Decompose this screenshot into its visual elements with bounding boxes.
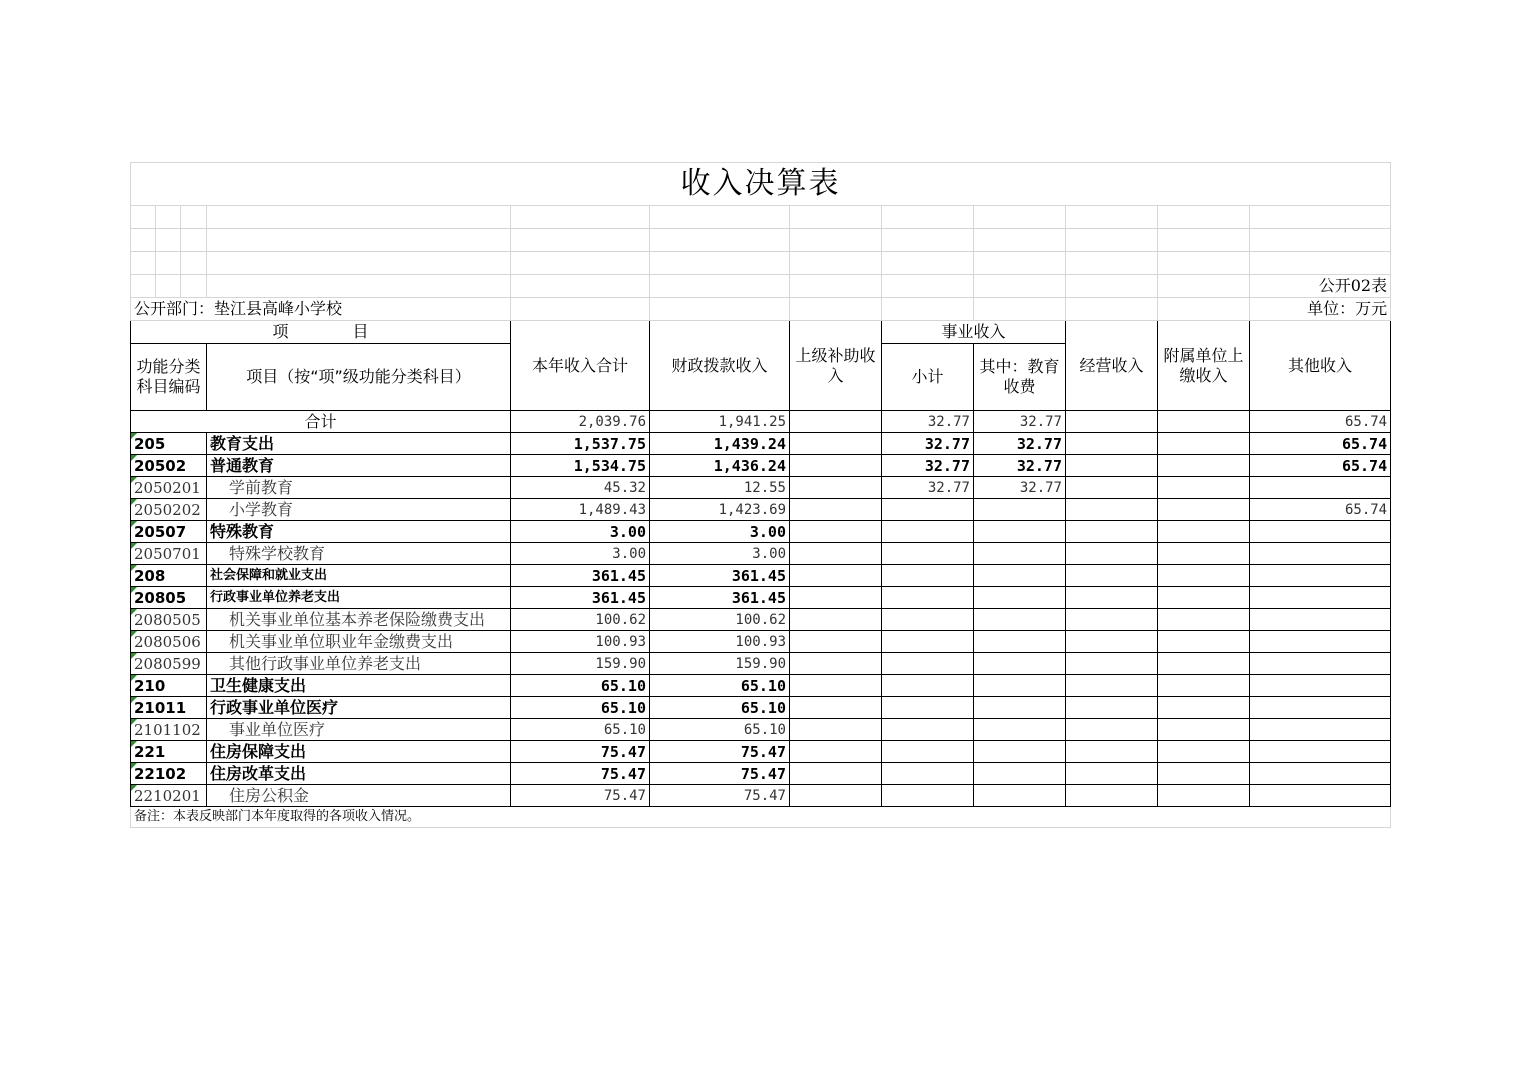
cell-fiscal: 1,436.24	[650, 455, 790, 477]
total-label: 合计	[131, 411, 511, 433]
table-row	[131, 653, 1391, 675]
cell-superior	[790, 675, 882, 697]
cell-fiscal: 159.90	[650, 653, 790, 675]
cell-career-edu-fee	[974, 741, 1066, 763]
cell-business	[1066, 543, 1158, 565]
row-name: 事业单位医疗	[207, 719, 511, 741]
cell-superior	[790, 785, 882, 807]
header-total: 本年收入合计	[511, 321, 650, 411]
cell-affiliate	[1158, 609, 1250, 631]
row-name: 行政事业单位养老支出	[207, 587, 511, 609]
header-affiliate: 附属单位上缴收入	[1158, 321, 1250, 411]
cell-career-subtotal	[882, 697, 974, 719]
form-number: 公开02表	[1250, 275, 1391, 298]
cell-other	[1250, 741, 1391, 763]
cell-business	[1066, 609, 1158, 631]
cell-superior	[790, 565, 882, 587]
cell-business	[1066, 477, 1158, 499]
cell-career-edu-fee	[974, 609, 1066, 631]
cell-other	[1250, 565, 1391, 587]
cell-career-subtotal	[882, 499, 974, 521]
cell-career-edu-fee	[974, 587, 1066, 609]
cell-career-edu-fee: 32.77	[974, 411, 1066, 433]
cell-affiliate	[1158, 719, 1250, 741]
cell-career-subtotal: 32.77	[882, 455, 974, 477]
table-row	[131, 631, 1391, 653]
table-row	[131, 455, 1391, 477]
table-row	[131, 719, 1391, 741]
row-code: 2050202	[131, 499, 207, 521]
cell-superior	[790, 631, 882, 653]
cell-affiliate	[1158, 587, 1250, 609]
cell-fiscal: 361.45	[650, 565, 790, 587]
header-career-subtotal: 小计	[882, 344, 974, 411]
cell-total: 75.47	[511, 785, 650, 807]
table-row	[131, 763, 1391, 785]
cell-fiscal: 75.47	[650, 763, 790, 785]
cell-business	[1066, 631, 1158, 653]
cell-business	[1066, 521, 1158, 543]
row-code: 20805	[131, 587, 207, 609]
row-code: 221	[131, 741, 207, 763]
cell-total: 1,489.43	[511, 499, 650, 521]
cell-career-subtotal	[882, 675, 974, 697]
cell-other	[1250, 653, 1391, 675]
header-career: 事业收入	[882, 321, 1066, 344]
row-name: 机关事业单位基本养老保险缴费支出	[207, 609, 511, 631]
cell-affiliate	[1158, 455, 1250, 477]
unit-label: 单位：万元	[1250, 298, 1391, 321]
cell-affiliate	[1158, 433, 1250, 455]
cell-business	[1066, 719, 1158, 741]
row-code: 22102	[131, 763, 207, 785]
table-row	[131, 543, 1391, 565]
cell-business	[1066, 675, 1158, 697]
cell-affiliate	[1158, 477, 1250, 499]
cell-fiscal: 65.10	[650, 675, 790, 697]
cell-total: 3.00	[511, 543, 650, 565]
row-code: 2050701	[131, 543, 207, 565]
row-name: 卫生健康支出	[207, 675, 511, 697]
row-code: 2080505	[131, 609, 207, 631]
cell-career-edu-fee	[974, 785, 1066, 807]
cell-other	[1250, 543, 1391, 565]
cell-business	[1066, 785, 1158, 807]
cell-other	[1250, 477, 1391, 499]
row-code: 20507	[131, 521, 207, 543]
cell-affiliate	[1158, 631, 1250, 653]
cell-career-edu-fee: 32.77	[974, 477, 1066, 499]
table-row	[131, 477, 1391, 499]
page-title: 收入决算表	[131, 163, 1391, 206]
cell-total: 1,537.75	[511, 433, 650, 455]
cell-superior	[790, 411, 882, 433]
cell-total: 65.10	[511, 675, 650, 697]
cell-other	[1250, 587, 1391, 609]
cell-fiscal: 100.62	[650, 609, 790, 631]
cell-superior	[790, 521, 882, 543]
cell-total: 100.93	[511, 631, 650, 653]
cell-superior	[790, 653, 882, 675]
cell-affiliate	[1158, 521, 1250, 543]
cell-affiliate	[1158, 499, 1250, 521]
cell-fiscal: 3.00	[650, 521, 790, 543]
table-row	[131, 675, 1391, 697]
cell-career-edu-fee	[974, 543, 1066, 565]
cell-career-subtotal: 32.77	[882, 411, 974, 433]
cell-total: 45.32	[511, 477, 650, 499]
cell-superior	[790, 609, 882, 631]
cell-other	[1250, 697, 1391, 719]
header-other: 其他收入	[1250, 321, 1391, 411]
cell-career-edu-fee	[974, 521, 1066, 543]
cell-superior	[790, 697, 882, 719]
cell-total: 100.62	[511, 609, 650, 631]
cell-career-edu-fee	[974, 499, 1066, 521]
cell-business	[1066, 411, 1158, 433]
cell-superior	[790, 455, 882, 477]
table-row	[131, 785, 1391, 807]
cell-fiscal: 75.47	[650, 785, 790, 807]
cell-business	[1066, 653, 1158, 675]
cell-fiscal: 1,941.25	[650, 411, 790, 433]
cell-superior	[790, 719, 882, 741]
income-statement-sheet	[130, 162, 1390, 828]
cell-total: 65.10	[511, 719, 650, 741]
cell-business	[1066, 763, 1158, 785]
cell-career-subtotal	[882, 785, 974, 807]
cell-fiscal: 1,439.24	[650, 433, 790, 455]
row-name: 社会保障和就业支出	[207, 565, 511, 587]
row-name: 小学教育	[207, 499, 511, 521]
cell-other: 65.74	[1250, 433, 1391, 455]
row-name: 住房公积金	[207, 785, 511, 807]
cell-business	[1066, 455, 1158, 477]
row-code: 205	[131, 433, 207, 455]
cell-career-edu-fee	[974, 719, 1066, 741]
cell-other	[1250, 785, 1391, 807]
row-name: 教育支出	[207, 433, 511, 455]
cell-business	[1066, 697, 1158, 719]
cell-career-subtotal	[882, 609, 974, 631]
cell-total: 75.47	[511, 763, 650, 785]
income-table	[130, 162, 1391, 828]
cell-career-subtotal	[882, 521, 974, 543]
cell-affiliate	[1158, 741, 1250, 763]
row-name: 行政事业单位医疗	[207, 697, 511, 719]
cell-career-edu-fee	[974, 675, 1066, 697]
cell-fiscal: 65.10	[650, 697, 790, 719]
cell-career-subtotal	[882, 543, 974, 565]
cell-business	[1066, 565, 1158, 587]
cell-other	[1250, 719, 1391, 741]
total-row	[131, 411, 1391, 433]
cell-career-subtotal	[882, 587, 974, 609]
cell-superior	[790, 741, 882, 763]
cell-career-edu-fee	[974, 697, 1066, 719]
cell-other: 65.74	[1250, 455, 1391, 477]
cell-career-edu-fee	[974, 763, 1066, 785]
cell-career-subtotal	[882, 741, 974, 763]
row-code: 20502	[131, 455, 207, 477]
cell-superior	[790, 433, 882, 455]
cell-affiliate	[1158, 675, 1250, 697]
cell-career-subtotal	[882, 719, 974, 741]
row-code: 21011	[131, 697, 207, 719]
cell-fiscal: 361.45	[650, 587, 790, 609]
row-code: 2080506	[131, 631, 207, 653]
header-superior: 上级补助收入	[790, 321, 882, 411]
cell-affiliate	[1158, 411, 1250, 433]
row-name: 其他行政事业单位养老支出	[207, 653, 511, 675]
cell-career-edu-fee	[974, 653, 1066, 675]
row-name: 住房保障支出	[207, 741, 511, 763]
cell-affiliate	[1158, 697, 1250, 719]
cell-total: 361.45	[511, 587, 650, 609]
cell-fiscal: 1,423.69	[650, 499, 790, 521]
cell-fiscal: 3.00	[650, 543, 790, 565]
row-code: 2101102	[131, 719, 207, 741]
table-row	[131, 433, 1391, 455]
cell-career-subtotal	[882, 653, 974, 675]
cell-total: 3.00	[511, 521, 650, 543]
cell-total: 361.45	[511, 565, 650, 587]
cell-business	[1066, 433, 1158, 455]
table-row	[131, 565, 1391, 587]
header-career-edu-fee: 其中：教育收费	[974, 344, 1066, 411]
cell-total: 2,039.76	[511, 411, 650, 433]
row-code: 2080599	[131, 653, 207, 675]
cell-total: 75.47	[511, 741, 650, 763]
department-label: 公开部门：垫江县高峰小学校	[131, 298, 511, 321]
cell-other	[1250, 609, 1391, 631]
cell-superior	[790, 763, 882, 785]
footnote: 备注：本表反映部门本年度取得的各项收入情况。	[131, 807, 1391, 828]
table-row	[131, 741, 1391, 763]
cell-career-edu-fee: 32.77	[974, 455, 1066, 477]
cell-total: 159.90	[511, 653, 650, 675]
cell-other: 65.74	[1250, 411, 1391, 433]
header-fiscal: 财政拨款收入	[650, 321, 790, 411]
row-name: 普通教育	[207, 455, 511, 477]
table-row	[131, 587, 1391, 609]
cell-career-edu-fee	[974, 631, 1066, 653]
cell-career-subtotal: 32.77	[882, 477, 974, 499]
row-name: 机关事业单位职业年金缴费支出	[207, 631, 511, 653]
row-name: 学前教育	[207, 477, 511, 499]
cell-affiliate	[1158, 653, 1250, 675]
cell-superior	[790, 477, 882, 499]
cell-fiscal: 12.55	[650, 477, 790, 499]
cell-total: 65.10	[511, 697, 650, 719]
header-item: 项 目	[131, 321, 511, 344]
cell-affiliate	[1158, 785, 1250, 807]
cell-career-edu-fee: 32.77	[974, 433, 1066, 455]
cell-superior	[790, 587, 882, 609]
cell-career-edu-fee	[974, 565, 1066, 587]
row-code: 208	[131, 565, 207, 587]
row-code: 2210201	[131, 785, 207, 807]
row-name: 特殊教育	[207, 521, 511, 543]
cell-fiscal: 100.93	[650, 631, 790, 653]
table-row	[131, 499, 1391, 521]
row-name: 住房改革支出	[207, 763, 511, 785]
row-name: 特殊学校教育	[207, 543, 511, 565]
cell-business	[1066, 587, 1158, 609]
cell-other	[1250, 763, 1391, 785]
cell-career-subtotal	[882, 565, 974, 587]
table-row	[131, 697, 1391, 719]
cell-total: 1,534.75	[511, 455, 650, 477]
cell-other	[1250, 631, 1391, 653]
header-code: 功能分类科目编码	[131, 344, 207, 411]
cell-superior	[790, 543, 882, 565]
cell-business	[1066, 741, 1158, 763]
header-name: 项目（按“项”级功能分类科目）	[207, 344, 511, 411]
cell-fiscal: 65.10	[650, 719, 790, 741]
cell-affiliate	[1158, 543, 1250, 565]
cell-other	[1250, 521, 1391, 543]
row-code: 2050201	[131, 477, 207, 499]
cell-career-subtotal	[882, 631, 974, 653]
cell-fiscal: 75.47	[650, 741, 790, 763]
cell-business	[1066, 499, 1158, 521]
table-row	[131, 609, 1391, 631]
cell-affiliate	[1158, 565, 1250, 587]
cell-superior	[790, 499, 882, 521]
cell-affiliate	[1158, 763, 1250, 785]
cell-career-subtotal: 32.77	[882, 433, 974, 455]
header-business: 经营收入	[1066, 321, 1158, 411]
cell-other	[1250, 675, 1391, 697]
row-code: 210	[131, 675, 207, 697]
cell-career-subtotal	[882, 763, 974, 785]
table-row	[131, 521, 1391, 543]
cell-other: 65.74	[1250, 499, 1391, 521]
